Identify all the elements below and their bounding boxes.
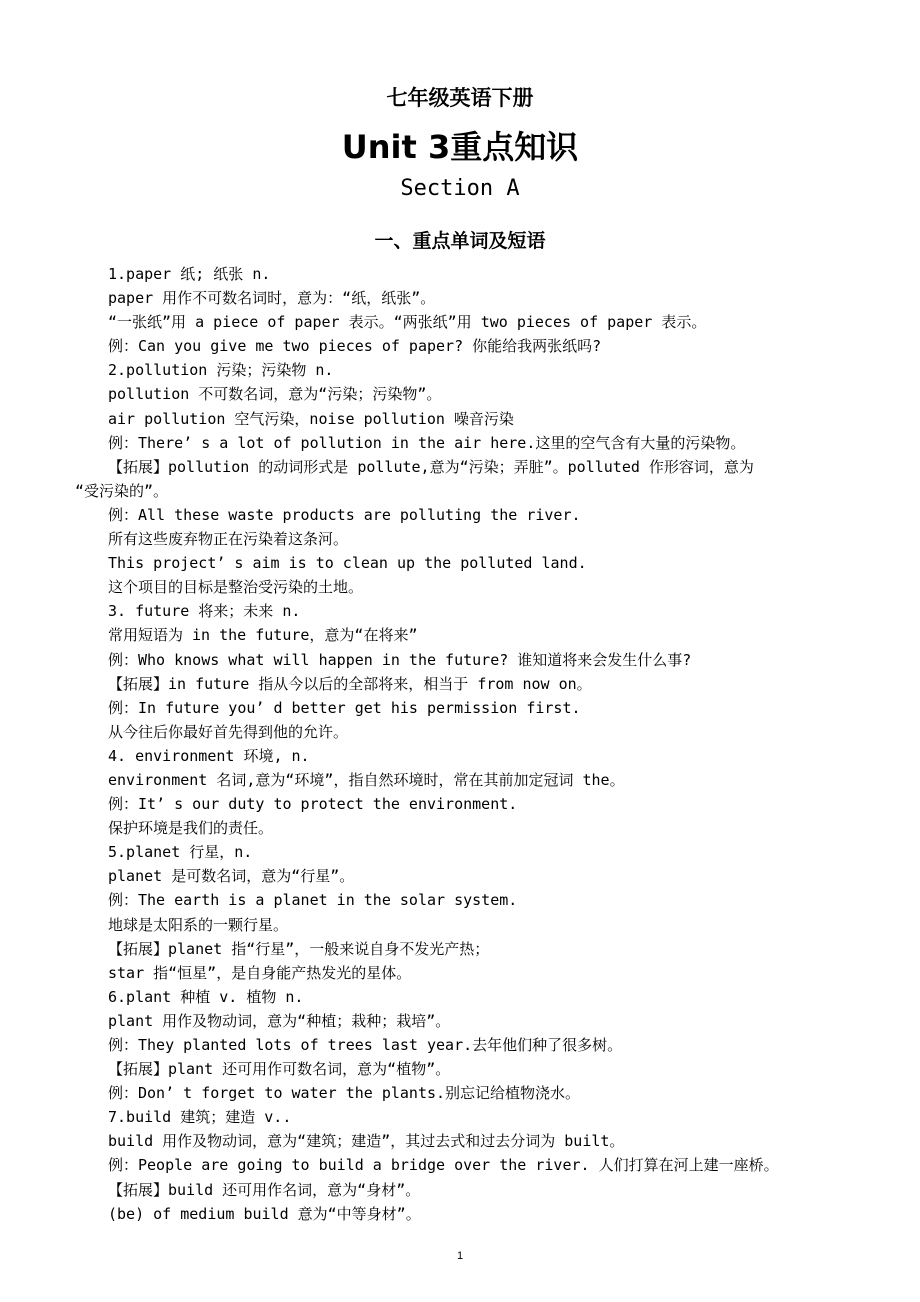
text-line: build 用作及物动词，意为“建筑；建造”，其过去式和过去分词为 built。: [108, 1132, 625, 1151]
text-line: 所有这些废弃物正在污染着这条河。: [108, 530, 349, 549]
text-line: 例：There’ s a lot of pollution in the air here.这里的空气含有大量的污染物。: [108, 433, 746, 452]
text-line: plant 用作及物动词，意为“种植；栽种；栽培”。: [108, 1011, 451, 1030]
text-line: 【拓展】plant 还可用作可数名词，意为“植物”。: [108, 1060, 451, 1079]
text-line: 保护环境是我们的责任。: [108, 819, 274, 838]
text-line: 从今往后你最好首先得到他的允许。: [108, 722, 349, 741]
text-line: 1.paper 纸; 纸张 n.: [108, 265, 271, 283]
text-line: 7.build 建筑；建造 v..: [108, 1108, 292, 1127]
text-line: 例：Can you give me two pieces of paper? 你能给我两张纸吗?: [108, 337, 602, 356]
text-line: 6.plant 种植 v. 植物 n.: [108, 987, 304, 1006]
text-line: “受污染的”。: [75, 481, 169, 500]
part-title: 一、重点单词及短语: [374, 230, 546, 252]
text-line: (be) of medium build 意为“中等身材”。: [108, 1204, 421, 1223]
unit-title: Unit 3重点知识: [341, 128, 579, 166]
text-line: 4. environment 环境, n.: [108, 746, 310, 765]
text-line: 例：Don’ t forget to water the plants.别忘记给植物浇水。: [108, 1084, 581, 1103]
text-line: pollution 不可数名词，意为“污染；污染物”。: [108, 385, 442, 404]
text-line: 2.pollution 污染；污染物 n.: [108, 361, 334, 380]
text-line: 3. future 将来；未来 n.: [108, 602, 301, 621]
text-line: planet 是可数名词，意为“行星”。: [108, 867, 355, 886]
page-number: 1: [456, 1250, 464, 1262]
text-line: This project’ s aim is to clean up the polluted land.: [108, 554, 587, 573]
text-line: 5.planet 行星，n.: [108, 843, 253, 862]
text-line: 这个项目的目标是整治受污染的土地。: [108, 578, 364, 597]
grade-title: 七年级英语下册: [386, 86, 534, 110]
text-line: 地球是太阳系的一颗行星。: [108, 915, 289, 934]
text-line: 例：All these waste products are polluting the river.: [108, 505, 581, 524]
text-line: 【拓展】in future 指从今以后的全部将来，相当于 from now on。: [108, 674, 592, 693]
text-line: 【拓展】pollution 的动词形式是 pollute,意为“污染；弄脏”。polluted 作形容词，意为: [108, 457, 754, 476]
text-line: 【拓展】build 还可用作名词，意为“身材”。: [108, 1180, 421, 1199]
text-line: paper 用作不可数名词时，意为：“纸，纸张”。: [108, 289, 436, 308]
text-line: 例：People are going to build a bridge over the river. 人们打算在河上建一座桥。: [108, 1156, 779, 1175]
text-line: 例：Who knows what will happen in the future? 谁知道将来会发生什么事?: [108, 650, 692, 669]
text-line: 例：The earth is a planet in the solar system.: [108, 891, 518, 910]
text-line: air pollution 空气污染，noise pollution 噪音污染: [108, 409, 514, 428]
section-title: Section A: [400, 176, 520, 201]
text-line: star 指“恒星”，是自身能产热发光的星体。: [108, 963, 412, 982]
text-line: 常用短语为 in the future，意为“在将来”: [108, 626, 418, 645]
text-line: 例：In future you’ d better get his permission first.: [108, 698, 581, 717]
text-line: 例：They planted lots of trees last year.去年他们种了很多树。: [108, 1036, 623, 1054]
document-body: [75, 262, 865, 1226]
text-line: 【拓展】planet 指“行星”，一般来说自身不发光产热；: [108, 939, 490, 958]
text-line: 例：It’ s our duty to protect the environment.: [108, 795, 518, 814]
text-line: “一张纸”用 a piece of paper 表示。“两张纸”用 two pieces of paper 表示。: [108, 313, 707, 332]
text-line: environment 名词,意为“环境”，指自然环境时，常在其前加定冠词 the。: [108, 770, 625, 789]
